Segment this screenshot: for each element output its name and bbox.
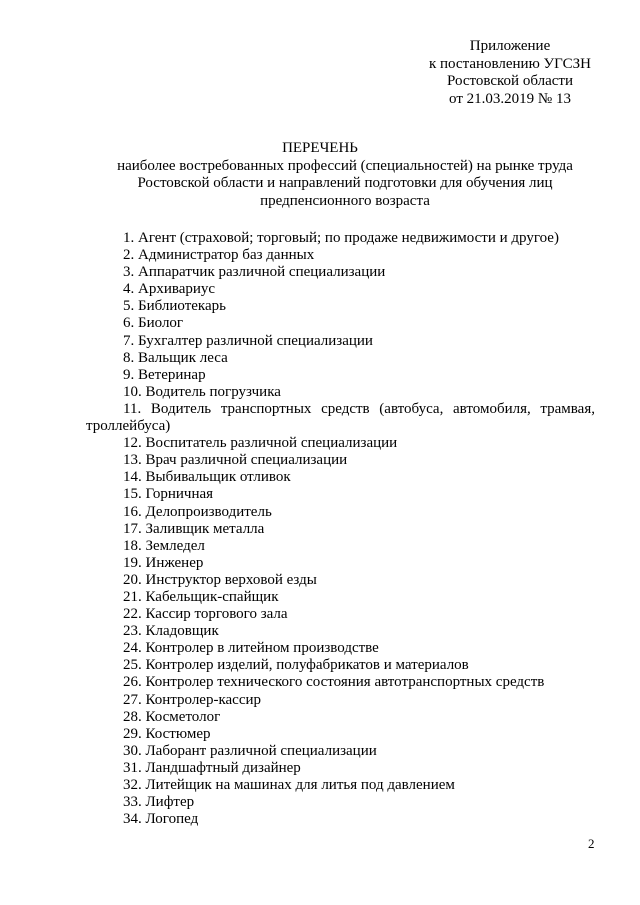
annex-header (400, 38, 620, 108)
list-item: 16. Делопроизводитель (123, 503, 272, 520)
list-item: 23. Кладовщик (123, 623, 219, 640)
list-item: 5. Библиотекарь (123, 298, 226, 315)
subtitle-line-3: предпенсионного возраста (260, 192, 430, 209)
list-item: 32. Литейщик на машинах для литья под давлением (123, 777, 455, 793)
list-item: 10. Водитель погрузчика (123, 383, 281, 400)
list-item: 14. Выбивальщик отливок (123, 469, 291, 486)
list-item: 26. Контролер технического состояния автотранспортных средств (123, 674, 545, 691)
annex-region: Ростовской области (447, 73, 573, 89)
list-item: 28. Косметолог (123, 708, 221, 725)
list-item: 6. Биолог (123, 315, 184, 332)
annex-label: Приложение (469, 38, 551, 54)
subtitle-line-2: Ростовской области и направлений подготовки для обучения лиц (137, 175, 553, 192)
list-item: 20. Инструктор верховой езды (123, 571, 317, 588)
list-item: 19. Инженер (123, 554, 204, 571)
page-number: 2 (588, 836, 595, 851)
list-item: 13. Врач различной специализации (123, 452, 348, 469)
list-item: 8. Вальщик леса (123, 349, 228, 366)
list-item: 9. Ветеринар (123, 366, 206, 383)
list-item: 11. Водитель транспортных средств (автобуса, автомобиля, трамвая, троллейбуса) (86, 400, 595, 435)
document-subtitle (100, 158, 590, 210)
list-item: 1. Агент (страховой; торговый; по продаже недвижимости и другое) (123, 230, 559, 246)
list-item: 17. Заливщик металла (123, 520, 265, 537)
list-item: 2. Администратор баз данных (123, 247, 315, 264)
list-item: 18. Земледел (123, 537, 205, 554)
list-item: 24. Контролер в литейном производстве (123, 640, 379, 657)
list-item: 12. Воспитатель различной специализации (123, 435, 398, 452)
list-item: 7. Бухгалтер различной специализации (123, 332, 373, 349)
list-item: 30. Лаборант различной специализации (123, 742, 377, 759)
list-item: 31. Ландшафтный дизайнер (123, 759, 301, 776)
list-item: 27. Контролер-кассир (123, 691, 262, 708)
list-item: 21. Кабельщик-спайщик (123, 588, 279, 605)
list-item: 22. Кассир торгового зала (123, 606, 288, 623)
annex-date: от 21.03.2019 № 13 (449, 90, 571, 107)
list-item: 15. Горничная (123, 486, 214, 503)
list-item: 34. Логопед (123, 811, 199, 828)
annex-reference: к постановлению УГСЗН (428, 55, 591, 72)
subtitle-line-1: наиболее востребованных профессий (специальностей) на рынке труда (117, 158, 573, 174)
list-item: 33. Лифтер (123, 794, 195, 811)
profession-list (86, 230, 595, 828)
list-item: 29. Костюмер (123, 725, 211, 742)
list-item: 25. Контролер изделий, полуфабрикатов и материалов (123, 657, 469, 674)
list-item: 4. Архивариус (123, 281, 216, 298)
document-title: ПЕРЕЧЕНЬ (282, 140, 358, 156)
list-item: 3. Аппаратчик различной специализации (123, 264, 386, 281)
